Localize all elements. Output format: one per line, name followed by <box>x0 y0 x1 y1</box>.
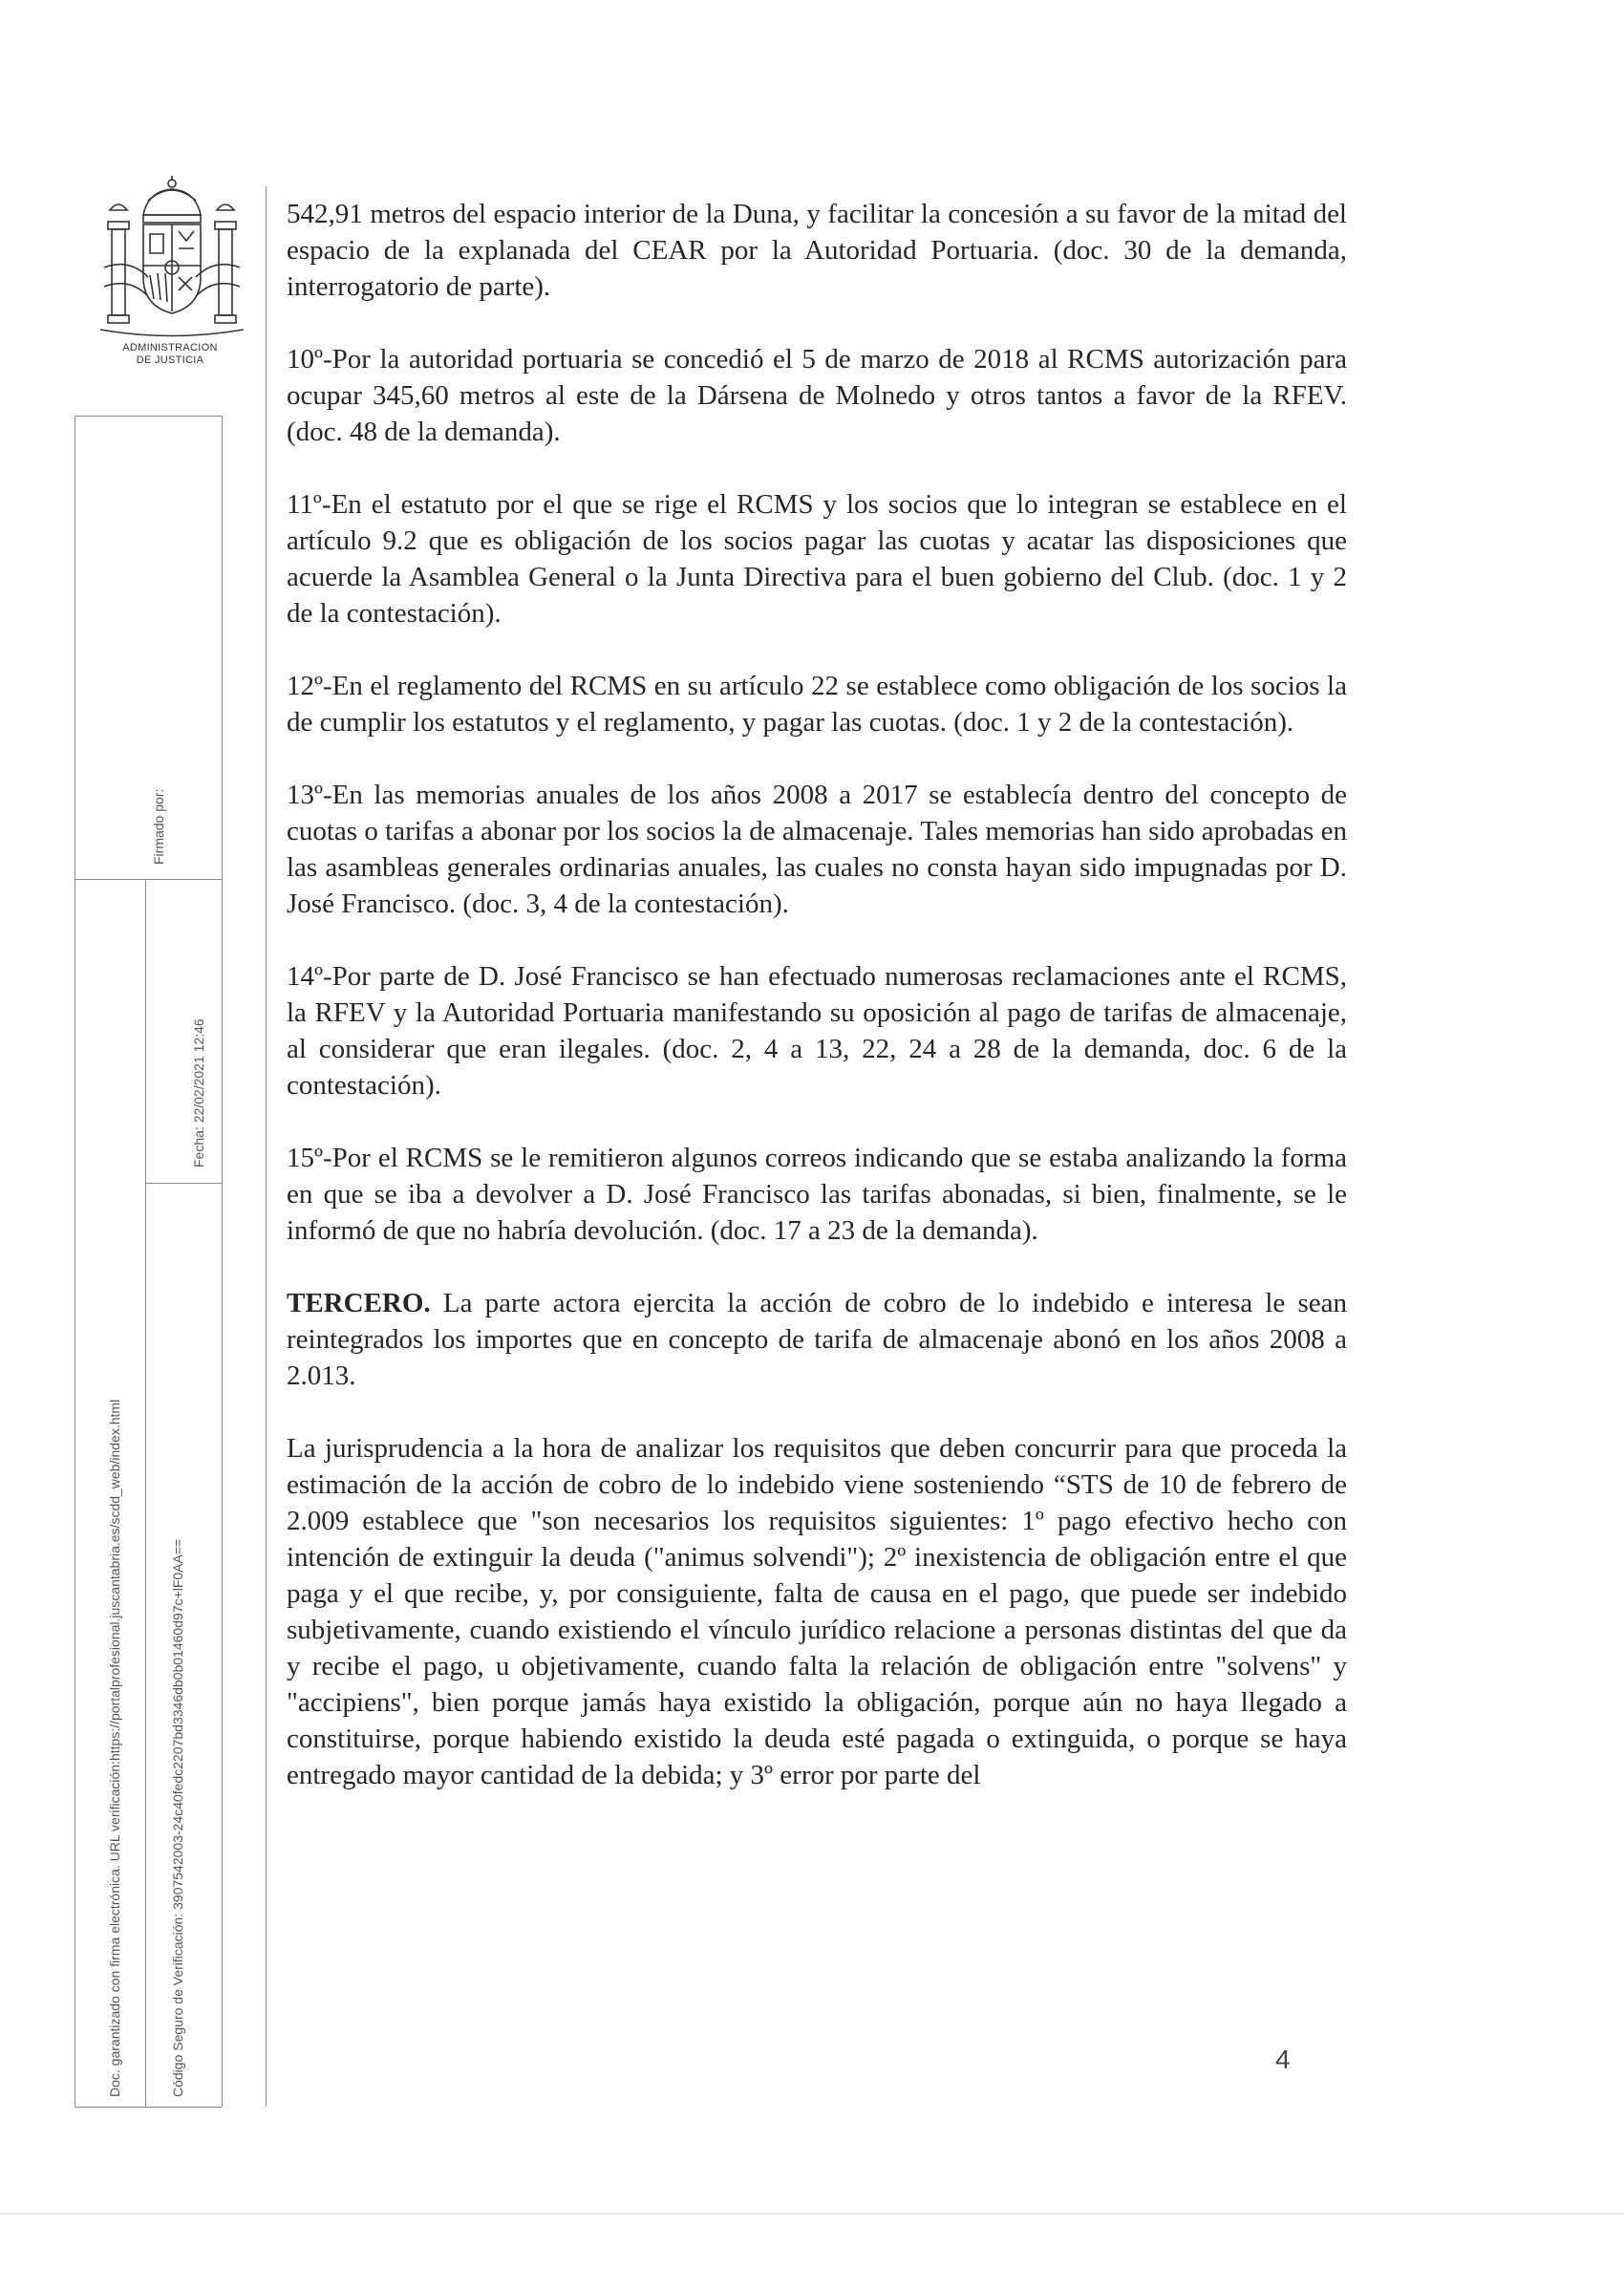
paragraph-fact-14: 14º-Por parte de D. José Francisco se han efectuado numerosas reclamaciones ante el RCMS, la RFEV y la Autoridad Portuaria manifestando su oposición al pago de tarifas de almacenaje, al considerar que eran ilegales. (doc. 2, 4 a 13, 22, 24 a 28 de la demanda, doc. 6 de la contestación). <box>287 961 1347 1101</box>
paragraph-tercero <box>287 1285 1347 1394</box>
sidebar-rule-mid <box>222 416 223 2107</box>
sidebar-rule-outer <box>266 186 267 2107</box>
sidebar-rule-h2 <box>145 1183 222 1184</box>
sidebar-rule-inner <box>145 879 146 2107</box>
paragraph-fact-15: 15º-Por el RCMS se le remitieron algunos correos indicando que se estaba analizando la forma en que se iba a devolver a D. José Francisco las tarifas abonadas, si bien, finalmente, se le informó de que no habría devolución. (doc. 17 a 23 de la demanda). <box>287 1143 1347 1246</box>
tercero-heading: TERCERO. <box>287 1288 431 1318</box>
document-body <box>287 196 1347 1793</box>
verification-code-text: Código Seguro de Verificación: 3907542003-24c40fedc2207bd3346db0b01460d97c+lF0AA== <box>170 1538 185 2097</box>
page-number: 4 <box>1275 2045 1291 2074</box>
admin-label-line2: DE JUSTICIA <box>136 354 204 366</box>
paragraph-fact-12: 12º-En el reglamento del RCMS en su artículo 22 se establece como obligación de los socios la de cumplir los estatutos y el reglamento, y pagar las cuotas. (doc. 1 y 2 de la contestación). <box>287 671 1347 738</box>
paragraph-continuation: 542,91 metros del espacio interior de la Duna, y facilitar la concesión a su favor de la mitad del espacio de la explanada del CEAR por la Autoridad Portuaria. (doc. 30 de la demanda, interrogatorio de parte). <box>287 199 1347 302</box>
sidebar-rule-top <box>75 416 222 417</box>
fecha-label: Fecha: 22/02/2021 12:46 <box>191 1018 206 1167</box>
tercero-text: La parte actora ejercita la acción de cobro de lo indebido e interesa le sean reintegrados los importes que en concepto de tarifa de almacenaje abonó en los años 2008 a 2.013. <box>287 1288 1347 1391</box>
paragraph-fact-10: 10º-Por la autoridad portuaria se concedió el 5 de marzo de 2018 al RCMS autorización para ocupar 345,60 metros al este de la Dársena de Molnedo y otros tantos a favor de la RFEV. (doc. 48 de la demanda). <box>287 344 1347 447</box>
paragraph-fact-11: 11º-En el estatuto por el que se rige el RCMS y los socios que lo integran se establece en el artículo 9.2 que es obligación de los socios pagar las cuotas y acatar las disposiciones que acuerde la Asamblea General o la Junta Directiva para el buen gobierno del Club. (doc. 1 y 2 de la contestación). <box>287 489 1347 629</box>
verification-url-text: Doc. garantizado con firma electrónica. URL verificación:https://portalprofesional.juscantabria.es/scdd_web/index.html <box>107 1399 122 2097</box>
coat-of-arms-logo <box>91 172 253 344</box>
paragraph-fact-13: 13º-En las memorias anuales de los años 2008 a 2017 se establecía dentro del concepto de cuotas o tarifas a abonar por los socios la de almacenaje. Tales memorias han sido aprobadas en las asambleas generales ordinarias anuales, las cuales no consta hayan sido impugnadas por D. José Francisco. (doc. 3, 4 de la contestación). <box>287 780 1347 919</box>
admin-label-line1: ADMINISTRACION <box>122 342 218 353</box>
administracion-de-justicia-label <box>84 342 256 367</box>
firmado-label: Firmado por: <box>151 788 166 865</box>
sidebar-rule-h1 <box>75 879 222 880</box>
paragraph-jurisprudencia: La jurisprudencia a la hora de analizar los requisitos que deben concurrir para que proceda la estimación de la acción de cobro de lo indebido viene sosteniendo “STS de 10 de febrero de 2.009 establece que "son necesarios los requisitos siguientes: 1º pago efectivo hecho con intención de extinguir la deuda ("animus solvendi"); 2º inexistencia de obligación entre el que paga y el que recibe, y, por consiguiente, falta de causa en el pago, que puede ser indebido subjetivamente, cuando existiendo el vínculo jurídico relacione a personas distintas del que da y recibe el pago, u objetivamente, cuando falta la relación de obligación entre "solvens" y "accipiens", bien porque jamás haya existido la obligación, porque aún no haya llegado a constituirse, porque habiendo existido la deuda esté pagada o extinguida, o porque se haya entregado mayor cantidad de la debida; y 3º error por parte del <box>287 1433 1347 1790</box>
sidebar-rule-bottom <box>75 2107 222 2108</box>
footer-rule <box>0 2213 1624 2215</box>
